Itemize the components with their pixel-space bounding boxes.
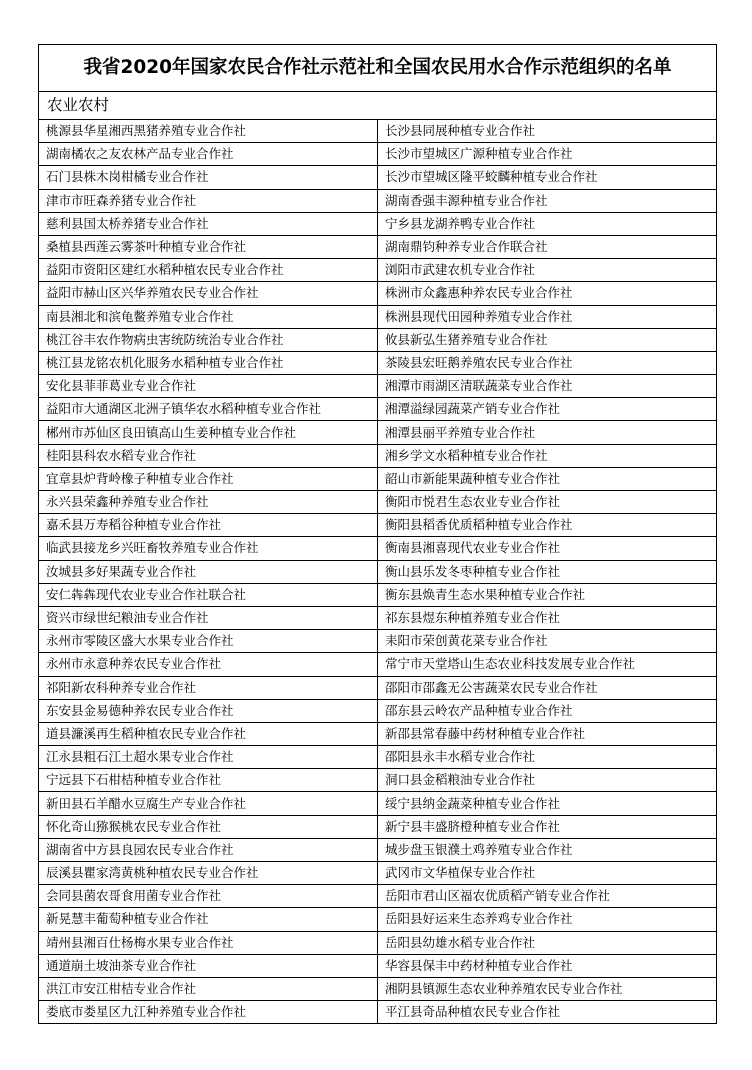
page-title: 我省2020年国家农民合作社示范社和全国农民用水合作示范组织的名单 xyxy=(39,45,717,92)
table-row xyxy=(39,282,717,305)
table-row xyxy=(39,722,717,745)
left-cooperative-cell: 湖南省中方县良园农民专业合作社 xyxy=(39,838,378,861)
right-cooperative-cell: 平江县奇品种植农民专业合作社 xyxy=(378,1001,717,1024)
table-row xyxy=(39,1001,717,1024)
table-row xyxy=(39,630,717,653)
table-row xyxy=(39,467,717,490)
title-row xyxy=(39,45,717,92)
right-cooperative-cell: 湘乡学文水稻种植专业合作社 xyxy=(378,444,717,467)
right-cooperative-cell: 株洲县现代田园种养殖专业合作社 xyxy=(378,305,717,328)
left-cooperative-cell: 新田县石羊醋水豆腐生产专业合作社 xyxy=(39,792,378,815)
left-cooperative-cell: 辰溪县瞿家湾黄桃种植农民专业合作社 xyxy=(39,862,378,885)
right-cooperative-cell: 湘潭县丽平养殖专业合作社 xyxy=(378,421,717,444)
right-cooperative-cell: 新宁县丰盛脐橙种植专业合作社 xyxy=(378,815,717,838)
right-cooperative-cell: 长沙市望城区广源种植专业合作社 xyxy=(378,143,717,166)
right-cooperative-cell: 湘阴县镇源生态农业种养殖农民专业合作社 xyxy=(378,977,717,1000)
left-cooperative-cell: 益阳市资阳区建红水稻种植农民专业合作社 xyxy=(39,259,378,282)
right-cooperative-cell: 株洲市众鑫惠种养农民专业合作社 xyxy=(378,282,717,305)
left-cooperative-cell: 怀化奇山猕猴桃农民专业合作社 xyxy=(39,815,378,838)
right-cooperative-cell: 衡阳市悦君生态农业专业合作社 xyxy=(378,491,717,514)
table-row xyxy=(39,120,717,143)
table-row xyxy=(39,375,717,398)
left-cooperative-cell: 资兴市绿世纪粮油专业合作社 xyxy=(39,606,378,629)
section-heading: 农业农村 xyxy=(39,92,717,120)
left-cooperative-cell: 靖州县湘百仕杨梅水果专业合作社 xyxy=(39,931,378,954)
table-row xyxy=(39,560,717,583)
right-cooperative-cell: 湖南鼎钧种养专业合作联合社 xyxy=(378,235,717,258)
table-row xyxy=(39,143,717,166)
left-cooperative-cell: 娄底市娄星区九江种养殖专业合作社 xyxy=(39,1001,378,1024)
left-cooperative-cell: 江永县粗石江土超水果专业合作社 xyxy=(39,746,378,769)
document xyxy=(38,44,717,1024)
right-cooperative-cell: 祁东县煜东种植养殖专业合作社 xyxy=(378,606,717,629)
right-cooperative-cell: 宁乡县龙湖养鸭专业合作社 xyxy=(378,212,717,235)
left-cooperative-cell: 益阳市赫山区兴华养殖农民专业合作社 xyxy=(39,282,378,305)
left-cooperative-cell: 祁阳新农科种养专业合作社 xyxy=(39,676,378,699)
right-cooperative-cell: 城步盘玉银濮土鸡养殖专业合作社 xyxy=(378,838,717,861)
right-cooperative-cell: 岳阳县幼雄水稻专业合作社 xyxy=(378,931,717,954)
table-row xyxy=(39,977,717,1000)
left-cooperative-cell: 会同县菌农哥食用菌专业合作社 xyxy=(39,885,378,908)
right-cooperative-cell: 韶山市新能果蔬种植专业合作社 xyxy=(378,467,717,490)
table-row xyxy=(39,676,717,699)
left-cooperative-cell: 桃江谷丰农作物病虫害统防统治专业合作社 xyxy=(39,328,378,351)
table-row xyxy=(39,166,717,189)
left-cooperative-cell: 桑植县西莲云雾茶叶种植专业合作社 xyxy=(39,235,378,258)
left-cooperative-cell: 津市市旺森养猪专业合作社 xyxy=(39,189,378,212)
left-cooperative-cell: 南县湘北和滨龟鳖养殖专业合作社 xyxy=(39,305,378,328)
table-row xyxy=(39,815,717,838)
left-cooperative-cell: 新晃慧丰葡萄种植专业合作社 xyxy=(39,908,378,931)
table-row xyxy=(39,769,717,792)
table-row xyxy=(39,931,717,954)
table-row xyxy=(39,537,717,560)
table-row xyxy=(39,328,717,351)
right-cooperative-cell: 新邵县常春藤中药材种植专业合作社 xyxy=(378,722,717,745)
right-cooperative-cell: 衡南县湘喜现代农业专业合作社 xyxy=(378,537,717,560)
table-row xyxy=(39,259,717,282)
left-cooperative-cell: 桃江县龙铭农机化服务水稻种植专业合作社 xyxy=(39,351,378,374)
table-row xyxy=(39,514,717,537)
left-cooperative-cell: 桂阳县科农水稻专业合作社 xyxy=(39,444,378,467)
left-cooperative-cell: 石门县株木岗柑橘专业合作社 xyxy=(39,166,378,189)
left-cooperative-cell: 郴州市苏仙区良田镇高山生姜种植专业合作社 xyxy=(39,421,378,444)
table-row xyxy=(39,746,717,769)
right-cooperative-cell: 华容县保丰中药材种植专业合作社 xyxy=(378,954,717,977)
left-cooperative-cell: 安化县菲菲葛业专业合作社 xyxy=(39,375,378,398)
right-cooperative-cell: 衡阳县稻香优质稻种植专业合作社 xyxy=(378,514,717,537)
table-row xyxy=(39,606,717,629)
table-row xyxy=(39,491,717,514)
table-row xyxy=(39,421,717,444)
left-cooperative-cell: 汝城县多好果蔬专业合作社 xyxy=(39,560,378,583)
right-cooperative-cell: 邵东县云岭农产品种植专业合作社 xyxy=(378,699,717,722)
left-cooperative-cell: 永州市永意种养农民专业合作社 xyxy=(39,653,378,676)
left-cooperative-cell: 宜章县炉背岭橡子种植专业合作社 xyxy=(39,467,378,490)
table-row xyxy=(39,862,717,885)
right-cooperative-cell: 衡山县乐发冬枣种植专业合作社 xyxy=(378,560,717,583)
table-row xyxy=(39,212,717,235)
right-cooperative-cell: 武冈市文华植保专业合作社 xyxy=(378,862,717,885)
table-row xyxy=(39,398,717,421)
right-cooperative-cell: 邵阳县永丰水稻专业合作社 xyxy=(378,746,717,769)
left-cooperative-cell: 永州市零陵区盛大水果专业合作社 xyxy=(39,630,378,653)
right-cooperative-cell: 浏阳市武建农机专业合作社 xyxy=(378,259,717,282)
left-cooperative-cell: 桃源县华星湘西黑猪养殖专业合作社 xyxy=(39,120,378,143)
left-cooperative-cell: 洪江市安江柑桔专业合作社 xyxy=(39,977,378,1000)
left-cooperative-cell: 安仁犇犇现代农业专业合作社联合社 xyxy=(39,583,378,606)
right-cooperative-cell: 耒阳市荣创黄花菜专业合作社 xyxy=(378,630,717,653)
right-cooperative-cell: 长沙市望城区隆平蛟麟种植专业合作社 xyxy=(378,166,717,189)
table-row xyxy=(39,838,717,861)
left-cooperative-cell: 嘉禾县万寿稻谷种植专业合作社 xyxy=(39,514,378,537)
table-row xyxy=(39,583,717,606)
right-cooperative-cell: 衡东县焕青生态水果种植专业合作社 xyxy=(378,583,717,606)
right-cooperative-cell: 洞口县金稻粮油专业合作社 xyxy=(378,769,717,792)
left-cooperative-cell: 东安县金易德种养农民专业合作社 xyxy=(39,699,378,722)
right-cooperative-cell: 湘潭溢绿园蔬菜产销专业合作社 xyxy=(378,398,717,421)
right-cooperative-cell: 岳阳市君山区福农优质稻产销专业合作社 xyxy=(378,885,717,908)
right-cooperative-cell: 绥宁县纳金蔬菜种植专业合作社 xyxy=(378,792,717,815)
cooperative-list-table xyxy=(38,44,717,1024)
right-cooperative-cell: 常宁市天堂塔山生态农业科技发展专业合作社 xyxy=(378,653,717,676)
right-cooperative-cell: 茶陵县宏旺鹅养殖农民专业合作社 xyxy=(378,351,717,374)
right-cooperative-cell: 邵阳市邵鑫无公害蔬菜农民专业合作社 xyxy=(378,676,717,699)
left-cooperative-cell: 慈利县国太桥养猪专业合作社 xyxy=(39,212,378,235)
table-row xyxy=(39,189,717,212)
left-cooperative-cell: 永兴县荣鑫种养殖专业合作社 xyxy=(39,491,378,514)
table-row xyxy=(39,954,717,977)
right-cooperative-cell: 攸县新弘生猪养殖专业合作社 xyxy=(378,328,717,351)
table-row xyxy=(39,305,717,328)
table-row xyxy=(39,351,717,374)
right-cooperative-cell: 岳阳县好运来生态养鸡专业合作社 xyxy=(378,908,717,931)
left-cooperative-cell: 湖南橘农之友农林产品专业合作社 xyxy=(39,143,378,166)
section-row xyxy=(39,92,717,120)
left-cooperative-cell: 临武县接龙乡兴旺畜牧养殖专业合作社 xyxy=(39,537,378,560)
table-row xyxy=(39,908,717,931)
table-row xyxy=(39,792,717,815)
left-cooperative-cell: 宁远县下石柑桔种植专业合作社 xyxy=(39,769,378,792)
left-cooperative-cell: 益阳市大通湖区北洲子镇华农水稻种植专业合作社 xyxy=(39,398,378,421)
left-cooperative-cell: 道县濂溪再生稻种植农民专业合作社 xyxy=(39,722,378,745)
right-cooperative-cell: 湖南香强丰源种植专业合作社 xyxy=(378,189,717,212)
table-row xyxy=(39,235,717,258)
left-cooperative-cell: 通道崩土坡油茶专业合作社 xyxy=(39,954,378,977)
table-row xyxy=(39,699,717,722)
right-cooperative-cell: 长沙县同展种植专业合作社 xyxy=(378,120,717,143)
table-row xyxy=(39,885,717,908)
right-cooperative-cell: 湘潭市雨湖区清联蔬菜专业合作社 xyxy=(378,375,717,398)
table-row xyxy=(39,444,717,467)
table-row xyxy=(39,653,717,676)
